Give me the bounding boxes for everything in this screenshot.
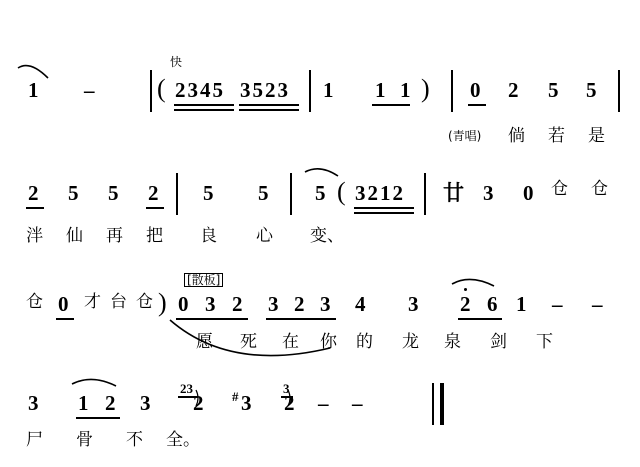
tempo-mark: 快	[170, 55, 183, 69]
note: 2	[508, 78, 519, 102]
beam	[354, 207, 414, 209]
note-dash: –	[318, 391, 329, 415]
lyric: 变、	[310, 226, 344, 246]
percussion-syllable: 仓	[136, 292, 153, 312]
beam	[56, 318, 74, 320]
grace-note: 23	[180, 381, 193, 396]
note: 3	[268, 292, 279, 316]
barline	[432, 383, 434, 425]
note: 2	[284, 391, 295, 415]
beam	[239, 104, 299, 106]
slur	[305, 169, 338, 176]
percussion-syllable: 才	[84, 292, 101, 312]
lyric: 骨	[76, 430, 93, 450]
note-dash: –	[592, 292, 603, 316]
barline	[309, 70, 311, 112]
note: 3	[205, 292, 216, 316]
percussion-syllable: 仓	[551, 179, 568, 199]
lyric: 泉	[444, 332, 461, 352]
slur	[72, 379, 116, 386]
note: 5	[203, 181, 214, 205]
note: 1	[375, 78, 386, 102]
beam	[468, 104, 486, 106]
note: 5	[258, 181, 269, 205]
beam	[176, 318, 248, 320]
lyric: 死	[240, 332, 257, 352]
note: 3	[483, 181, 494, 205]
grace-note: 3	[283, 381, 290, 396]
lyric: 你	[320, 332, 337, 352]
note: 1	[28, 78, 39, 102]
note: 0	[523, 181, 534, 205]
note: 廿	[443, 181, 464, 205]
close-paren: )	[421, 74, 430, 103]
note: 5	[586, 78, 597, 102]
slur	[18, 66, 48, 78]
beam	[266, 318, 336, 320]
lyric: 心	[256, 226, 273, 246]
lyric: 剑	[490, 332, 507, 352]
note: 4	[355, 292, 366, 316]
note-dash: –	[352, 391, 363, 415]
note-group: 3523	[240, 78, 290, 102]
note: 1	[78, 391, 89, 415]
barline	[451, 70, 453, 112]
lyric: 尸	[26, 430, 43, 450]
note: 2	[193, 391, 204, 415]
note: 2	[105, 391, 116, 415]
lyric: 全。	[166, 430, 200, 450]
barline	[150, 70, 152, 112]
lyric: 愿	[196, 332, 213, 352]
beam	[458, 318, 502, 320]
role-tag: (青唱)	[448, 129, 482, 143]
note-dash: –	[84, 78, 95, 102]
beam	[174, 104, 234, 106]
barline	[618, 70, 620, 112]
note: 5	[548, 78, 559, 102]
note: 5	[68, 181, 79, 205]
note: 5	[315, 181, 326, 205]
lyric: 在	[282, 332, 299, 352]
note: 2	[294, 292, 305, 316]
lyric: 倘	[508, 126, 525, 146]
beam	[174, 109, 234, 111]
barline	[176, 173, 178, 215]
note: 1	[400, 78, 411, 102]
note: 0	[470, 78, 481, 102]
barline	[290, 173, 292, 215]
lyric: 的	[356, 332, 373, 352]
lyric: 良	[200, 226, 217, 246]
lyric: 龙	[402, 332, 419, 352]
lyric: 再	[106, 226, 123, 246]
beam	[146, 207, 164, 209]
open-paren: (	[157, 74, 166, 103]
beam	[26, 207, 44, 209]
lyric: 不	[126, 430, 143, 450]
note: 3	[408, 292, 419, 316]
slur	[452, 279, 494, 286]
note: 2	[148, 181, 159, 205]
beam	[239, 109, 299, 111]
lyric: 泮	[26, 226, 43, 246]
note-group: 3212	[355, 181, 405, 205]
beam	[372, 104, 410, 106]
note: 3	[140, 391, 151, 415]
note: 1	[516, 292, 527, 316]
note: 0	[58, 292, 69, 316]
note: 2	[460, 292, 471, 316]
note: 3	[320, 292, 331, 316]
sharp-sign: #	[232, 389, 239, 404]
percussion-syllable: 仓	[26, 292, 43, 312]
note: 3	[241, 391, 252, 415]
note: 2	[232, 292, 243, 316]
note-dash: –	[552, 292, 563, 316]
note: 1	[323, 78, 334, 102]
note-group: 2345	[175, 78, 225, 102]
percussion-syllable: 仓	[591, 179, 608, 199]
final-barline	[440, 383, 444, 425]
note: 2	[28, 181, 39, 205]
lyric: 下	[536, 332, 553, 352]
lyric: 仙	[66, 226, 83, 246]
beam	[354, 212, 414, 214]
beam	[76, 417, 120, 419]
percussion-syllable: 台	[110, 292, 127, 312]
close-paren: )	[158, 288, 167, 317]
note: 6	[487, 292, 498, 316]
lyric: 把	[146, 226, 163, 246]
lyric: 是	[588, 126, 605, 146]
note: 0	[178, 292, 189, 316]
note: 5	[108, 181, 119, 205]
open-paren: (	[337, 177, 346, 206]
note: 3	[28, 391, 39, 415]
style-tag: [散板]	[184, 273, 223, 287]
lyric: 若	[548, 126, 565, 146]
barline	[424, 173, 426, 215]
octave-dot	[464, 288, 467, 291]
